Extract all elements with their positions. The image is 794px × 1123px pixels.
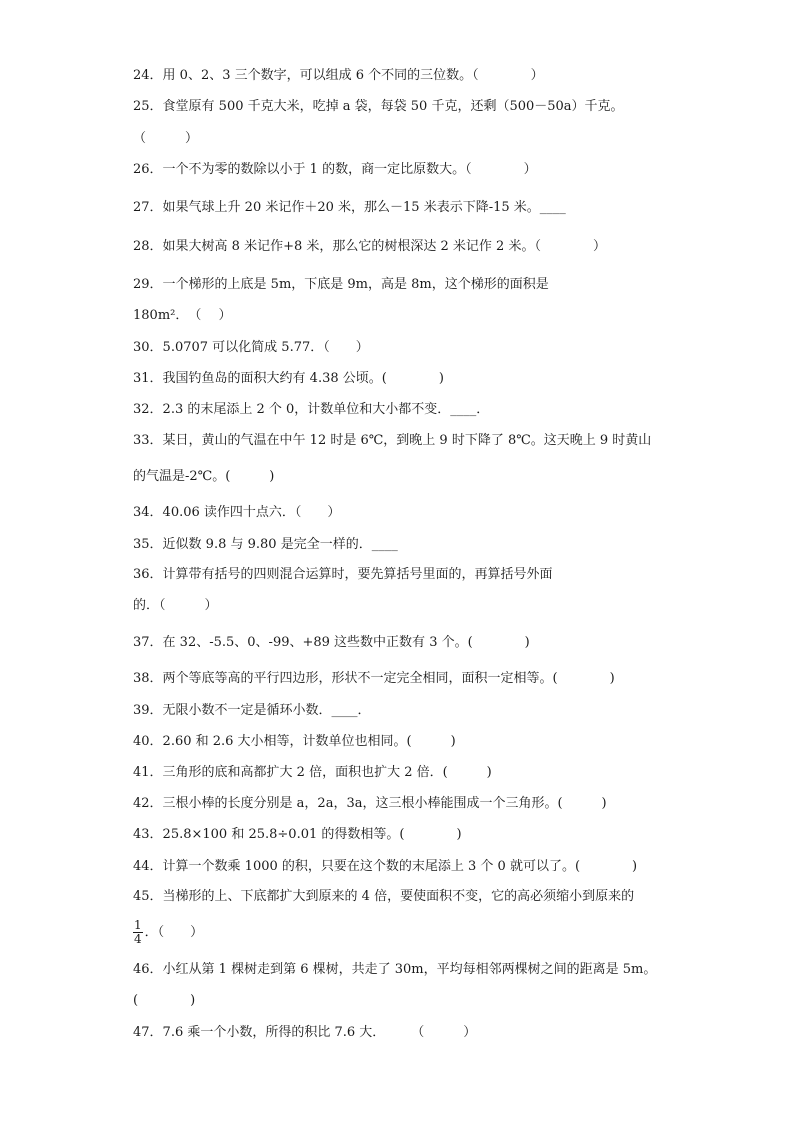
question-32: 32．2.3 的末尾添上 2 个 0，计数单位和大小都不变．____． [133, 402, 490, 417]
question-35: 35．近似数 9.8 与 9.80 是完全一样的．____ [133, 537, 398, 552]
question-46: 46．小红从第 1 棵树走到第 6 棵树，共走了 30m，平均每相邻两棵树之间的距离是 5m。 [133, 962, 657, 977]
question-42: 42．三根小棒的长度分别是 a，2a，3a，这三根小棒能围成一个三角形。( ) [133, 796, 607, 811]
question-26: 26．一个不为零的数除以小于 1 的数，商一定比原数大。（ ） [133, 162, 537, 177]
question-29-answer: 180m²． （ ） [133, 308, 232, 323]
question-33-answer: 的气温是-2℃。( ) [133, 469, 275, 484]
question-38: 38．两个等底等高的平行四边形，形状不一定完全相同，面积一定相等。( ) [133, 671, 615, 686]
question-30: 30．5.0707 可以化简成 5.77．（ ） [133, 340, 369, 355]
question-28: 28．如果大树高 8 米记作+8 米，那么它的树根深达 2 米记作 2 米。（ ） [133, 239, 606, 254]
question-37: 37．在 32、-5.5、0、-99、+89 这些数中正数有 3 个。( ) [133, 635, 530, 650]
question-43: 43．25.8×100 和 25.8÷0.01 的得数相等。( ) [133, 827, 462, 842]
question-46-answer: ( ) [133, 993, 196, 1008]
question-33: 33．某日，黄山的气温在中午 12 时是 6℃，到晚上 9 时下降了 8℃。这天晚上 9 时黄山 [133, 433, 652, 448]
fraction-denominator: 4 [134, 932, 142, 946]
question-36-answer: 的．（ ） [133, 598, 218, 613]
question-41: 41．三角形的底和高都扩大 2 倍，面积也扩大 2 倍．( ) [133, 765, 492, 780]
question-27: 27．如果气球上升 20 米记作＋20 米，那么－15 米表示下降-15 米。____ [133, 200, 566, 215]
question-45: 45．当梯形的上、下底都扩大到原来的 4 倍，要使面积不变，它的高必须缩小到原来的 [133, 889, 635, 904]
question-47: 47．7.6 乘一个小数，所得的积比 7.6 大． （ ） [133, 1025, 477, 1040]
question-25: 25．食堂原有 500 千克大米，吃掉 a 袋，每袋 50 千克，还剩（500－50a）千克。 [133, 99, 624, 114]
question-45-answer [133, 919, 754, 947]
question-31: 31．我国钓鱼岛的面积大约有 4.38 公顷。( ) [133, 371, 444, 386]
question-34: 34．40.06 读作四十点六．（ ） [133, 505, 341, 520]
question-25-answer: （ ） [133, 131, 199, 146]
question-36: 36．计算带有括号的四则混合运算时，要先算括号里面的，再算括号外面 [133, 567, 553, 582]
fraction-numerator: 1 [134, 918, 142, 932]
question-39: 39．无限小数不一定是循环小数．____． [133, 703, 371, 718]
question-24: 24．用 0、2、3 三个数字，可以组成 6 个不同的三位数。（ ） [133, 68, 544, 83]
question-40: 40．2.60 和 2.6 大小相等，计数单位也相同。( ) [133, 734, 456, 749]
question-44: 44．计算一个数乘 1000 的积，只要在这个数的末尾添上 3 个 0 就可以了。( ) [133, 859, 638, 874]
question-45-answer-text: ．（ ） [144, 925, 204, 940]
question-29: 29．一个梯形的上底是 5m，下底是 9m，高是 8m，这个梯形的面积是 [133, 277, 549, 292]
fraction-one-quarter [133, 919, 143, 946]
